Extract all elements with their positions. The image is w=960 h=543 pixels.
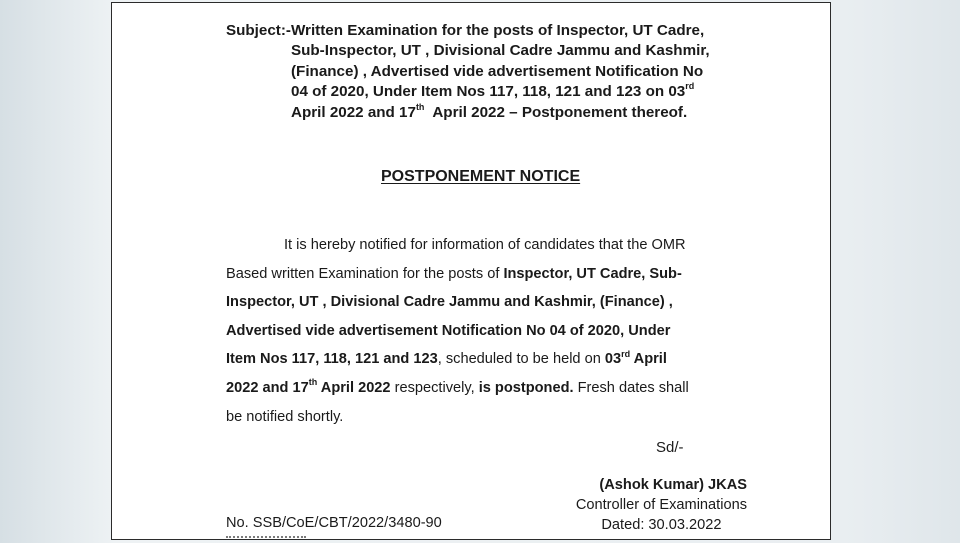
subject-label: Subject:- <box>226 22 291 39</box>
cropped-text-fragment <box>226 536 306 540</box>
subject-block <box>226 21 786 123</box>
dated: Dated: 30.03.2022 <box>601 517 722 533</box>
signatory-designation: Controller of Examinations <box>575 497 747 513</box>
signature-block <box>576 475 747 535</box>
subject-line-1: Subject:-Written Examination for the posts of Inspector, UT Cadre, <box>226 22 705 39</box>
notice-document <box>111 2 831 540</box>
subject-line-2: Sub-Inspector, UT , Divisional Cadre Jammu and Kashmir, <box>291 42 710 60</box>
notice-body <box>226 231 766 431</box>
body-line-2: Based written Examination for the posts of Inspector, UT Cadre, Sub- <box>226 265 682 282</box>
notice-title: POSTPONEMENT NOTICE <box>381 168 581 185</box>
signature-mark: Sd/- <box>656 439 684 456</box>
body-line-4: Advertised vide advertisement Notification No 04 of 2020, Under <box>226 322 671 339</box>
body-line-1: It is hereby notified for information of candidates that the OMR <box>284 237 686 253</box>
signatory-name: (Ashok Kumar) JKAS <box>599 477 747 493</box>
subject-line-5: April 2022 and 17th April 2022 – Postponement thereof. <box>291 101 688 121</box>
reference-number: No. SSB/CoE/CBT/2022/3480-90 <box>226 515 442 531</box>
body-line-3: Inspector, UT , Divisional Cadre Jammu and Kashmir, (Finance) , <box>226 294 673 311</box>
body-line-5: Item Nos 117, 118, 121 and 123, scheduled to be held on 03rd April <box>226 348 667 368</box>
subject-line-4: 04 of 2020, Under Item Nos 117, 118, 121 and 123 on 03rd <box>291 81 695 101</box>
subject-line-3: (Finance) , Advertised vide advertisement Notification No <box>291 62 704 80</box>
body-line-6: 2022 and 17th April 2022 respectively, is postponed. Fresh dates shall <box>226 377 689 396</box>
body-line-7: be notified shortly. <box>226 408 344 425</box>
